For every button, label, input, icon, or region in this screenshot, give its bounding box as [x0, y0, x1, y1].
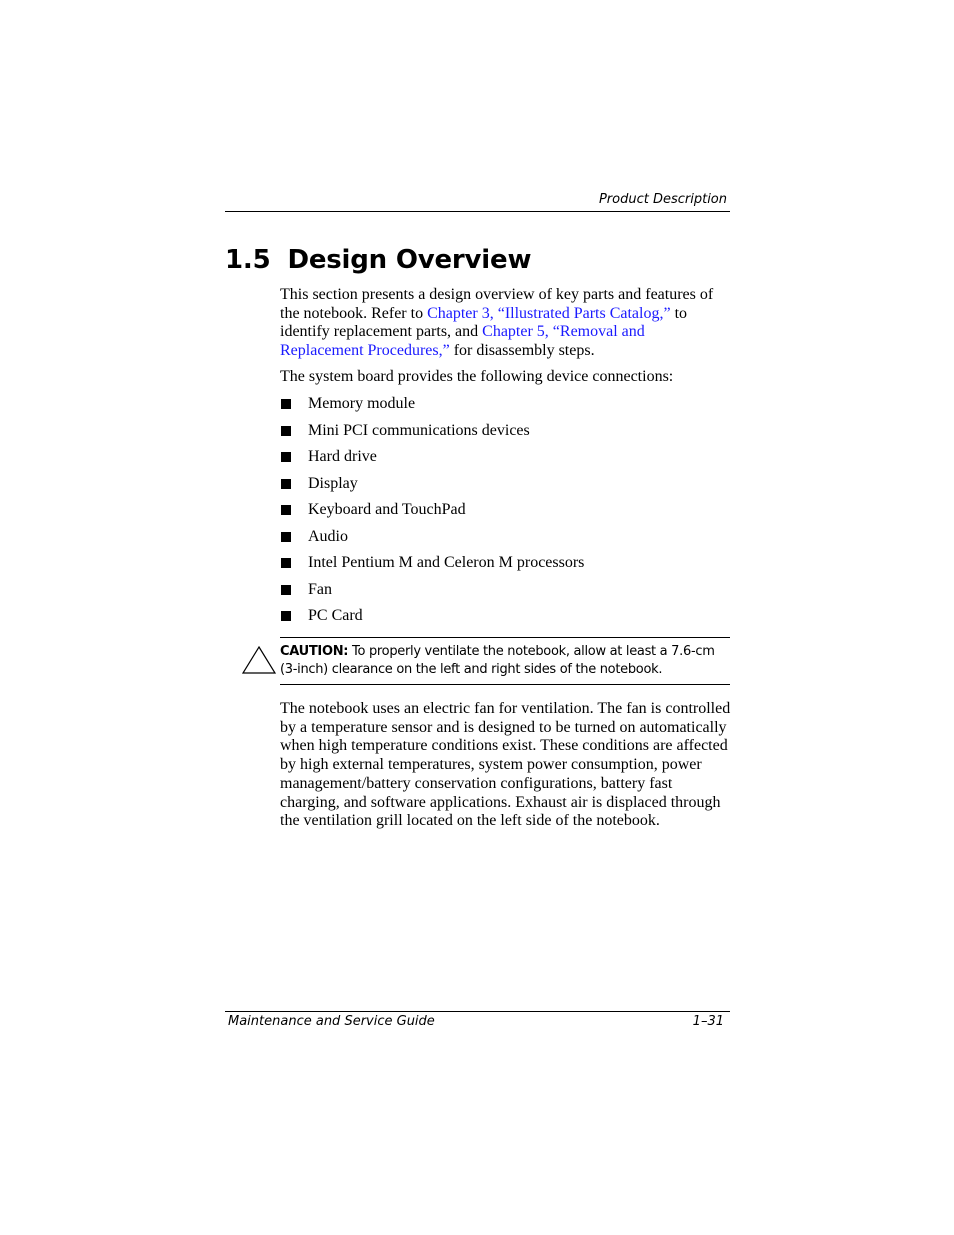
square-bullet-icon	[281, 479, 291, 489]
list-item-text: Hard drive	[308, 448, 377, 465]
list-item	[280, 581, 584, 608]
list-item-text: Fan	[308, 580, 332, 598]
connections-lead	[280, 368, 732, 387]
square-bullet-icon	[281, 611, 291, 621]
list-item-text: Display	[308, 474, 358, 492]
list-item-text: PC Card	[308, 607, 363, 624]
list-item-text: Memory module	[308, 395, 416, 412]
list-item	[280, 422, 584, 449]
running-head: Product Description	[598, 192, 727, 207]
caution-text: To properly ventilate the notebook, allow at least a 7.6-cm (3-inch) clearance on the left and right sides of the notebook.	[280, 644, 715, 677]
square-bullet-icon	[281, 452, 291, 462]
connections-list	[280, 395, 584, 634]
list-item	[280, 395, 584, 422]
list-item-text: Intel Pentium M and Celeron M processors	[308, 554, 585, 571]
list-item	[280, 475, 584, 502]
square-bullet-icon	[281, 558, 291, 568]
page-number: 1–31	[692, 1014, 724, 1029]
chapter-5-link[interactable]: Chapter 5, “Removal and Replacement Procedures,”	[280, 323, 645, 360]
footer-rule	[225, 1011, 730, 1012]
list-item-text: Keyboard and TouchPad	[308, 501, 466, 518]
caution-note	[280, 643, 730, 678]
list-item-text: Audio	[308, 527, 348, 545]
intro-paragraph	[280, 286, 732, 361]
section-title	[225, 240, 531, 280]
list-item-text: Mini PCI communications devices	[308, 421, 530, 439]
square-bullet-icon	[281, 426, 291, 436]
intro-text-3: for disassembly steps.	[449, 342, 595, 360]
intro-text-1: This section presents a design overview of key parts and features of the notebook. Refer to	[280, 286, 714, 322]
connections-lead-text: The system board provides the following device connections:	[280, 368, 674, 385]
chapter-3-link[interactable]: Chapter 3, “Illustrated Parts Catalog,”	[427, 304, 671, 322]
list-item	[280, 448, 584, 475]
caution-bottom-rule	[280, 684, 730, 685]
square-bullet-icon	[281, 505, 291, 515]
caution-label: CAUTION:	[280, 644, 349, 659]
caution-triangle-icon	[241, 645, 277, 675]
square-bullet-icon	[281, 532, 291, 542]
square-bullet-icon	[281, 399, 291, 409]
footer-guide-title: Maintenance and Service Guide	[228, 1014, 435, 1029]
section-number: 1.5	[225, 245, 271, 275]
list-item	[280, 528, 584, 555]
ventilation-paragraph	[280, 700, 732, 831]
square-bullet-icon	[281, 585, 291, 595]
list-item	[280, 501, 584, 528]
section-title-text: Design Overview	[287, 245, 532, 275]
ventilation-text: The notebook uses an electric fan for ventilation. The fan is controlled by a temperature sensor and is designed to be turned on automatically when high temperature conditions exist. These conditions are affected by high external temperatures, system power consumption, power management/battery conservation configurations, battery fast charging, and software applications. Exhaust air is displaced through the ventilation grill located on the left side of the notebook.	[280, 700, 731, 830]
caution-top-rule	[280, 637, 730, 638]
list-item	[280, 554, 584, 581]
list-item	[280, 607, 584, 634]
header-rule	[225, 211, 730, 212]
intro-text-2: to identify replacement parts, and	[280, 304, 688, 341]
